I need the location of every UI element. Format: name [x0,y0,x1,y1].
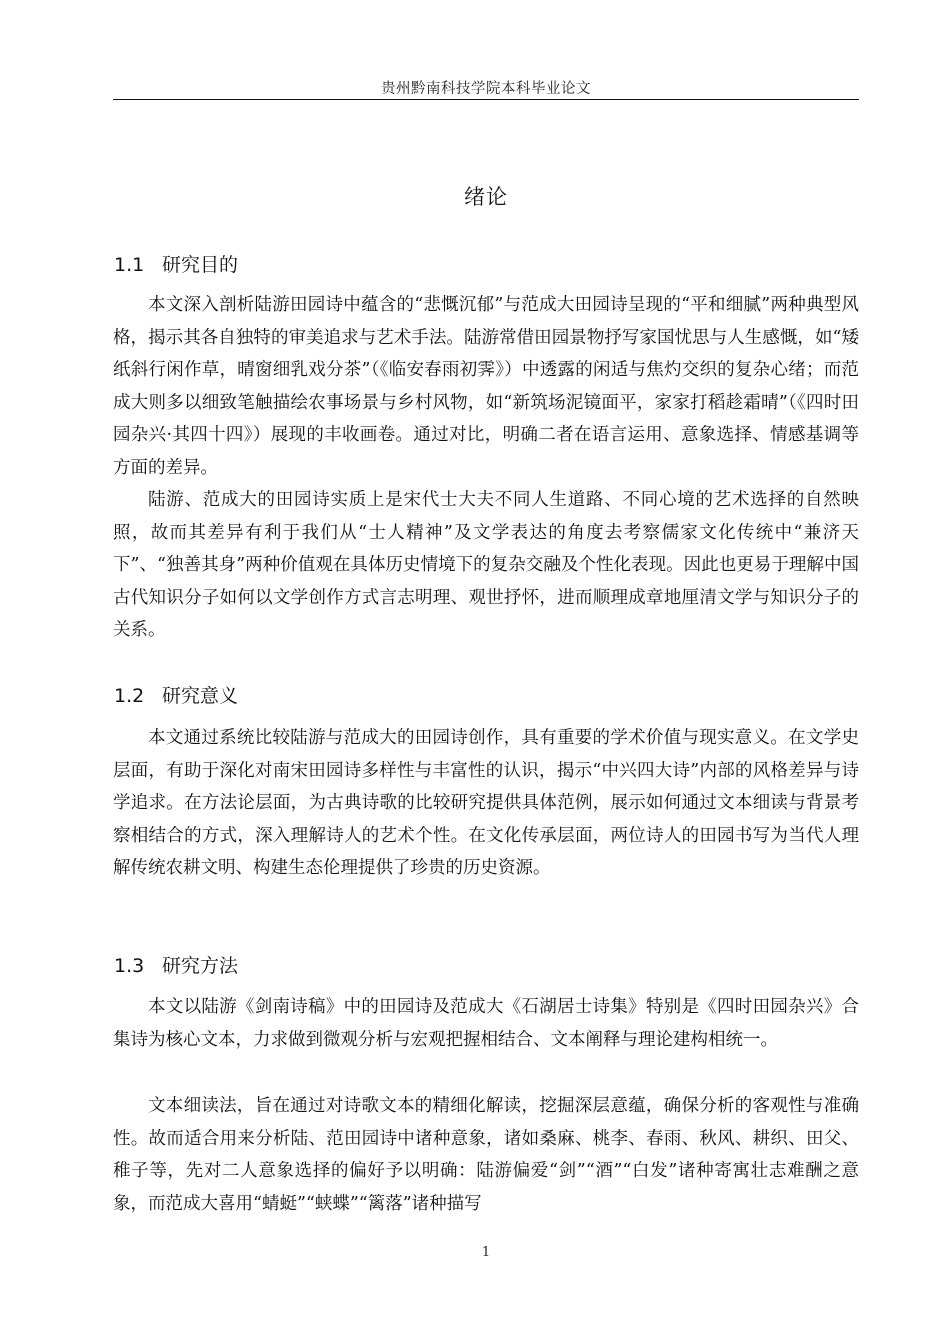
section-title: 研究方法 [162,955,239,977]
chapter-title: 绪论 [464,185,508,209]
section-number: 1.1 [114,254,145,276]
section-heading-1-3 [114,951,238,981]
paragraph: 本文通过系统比较陆游与范成大的田园诗创作，具有重要的学术价值与现实意义。在文学史层面，有助于深化对南宋田园诗多样性与丰富性的认识，揭示“中兴四大诗”内部的风格差异与诗学追求。在方法论层面，为古典诗歌的比较研究提供具体范例，展示如何通过文本细读与背景考察相结合的方式，深入理解诗人的艺术个性。在文化传承层面，两位诗人的田园书写为当代人理解传统农耕文明、构建生态伦理提供了珍贵的历史资源。 [113,728,859,878]
section-heading-1-2 [114,681,238,711]
paragraph: 本文深入剖析陆游田园诗中蕴含的“悲慨沉郁”与范成大田园诗呈现的“平和细腻”两种典型风格，揭示其各自独特的审美追求与艺术手法。陆游常借田园景物抒写家国忧思与人生感慨，如“矮纸斜行闲作草，晴窗细乳戏分茶”（《临安春雨初霁》）中透露的闲适与焦灼交织的复杂心绪；而范成大则多以细致笔触描绘农事场景与乡村风物，如“新筑场泥镜面平，家家打稻趁霜晴”（《四时田园杂兴·其四十四》）展现的丰收画卷。通过对比，明确二者在语言运用、意象选择、情感基调等方面的差异。 [113,295,859,478]
section-title: 研究意义 [162,685,239,707]
paragraph: 文本细读法，旨在通过对诗歌文本的精细化解读，挖掘深层意蕴，确保分析的客观性与准确性。故而适合用来分析陆、范田园诗中诸种意象，诸如桑麻、桃李、春雨、秋风、耕织、田父、稚子等，先对二人意象选择的偏好予以明确：陆游偏爱“剑”“酒”“白发”诸种寄寓壮志难酬之意象，而范成大喜用“蜻蜓”“蛱蝶”“篱落”诸种描写 [113,1096,859,1214]
header-divider [113,99,859,100]
section-heading-1-1 [114,250,238,280]
section-number: 1.3 [114,955,145,977]
section-title: 研究目的 [162,254,239,276]
section-number: 1.2 [114,685,145,707]
header-title: 贵州黔南科技学院本科毕业论文 [381,81,591,97]
paragraph: 本文以陆游《剑南诗稿》中的田园诗及范成大《石湖居士诗集》特别是《四时田园杂兴》合集诗为核心文本，力求做到微观分析与宏观把握相结合、文本阐释与理论建构相统一。 [113,997,859,1050]
page-number: 1 [481,1245,491,1260]
paragraph: 陆游、范成大的田园诗实质上是宋代士大夫不同人生道路、不同心境的艺术选择的自然映照，故而其差异有利于我们从“士人精神”及文学表达的角度去考察儒家文化传统中“兼济天下”、“独善其身”两种价值观在具体历史情境下的复杂交融及个性化表现。因此也更易于理解中国古代知识分子如何以文学创作方式言志明理、观世抒怀，进而顺理成章地厘清文学与知识分子的关系。 [113,490,859,640]
